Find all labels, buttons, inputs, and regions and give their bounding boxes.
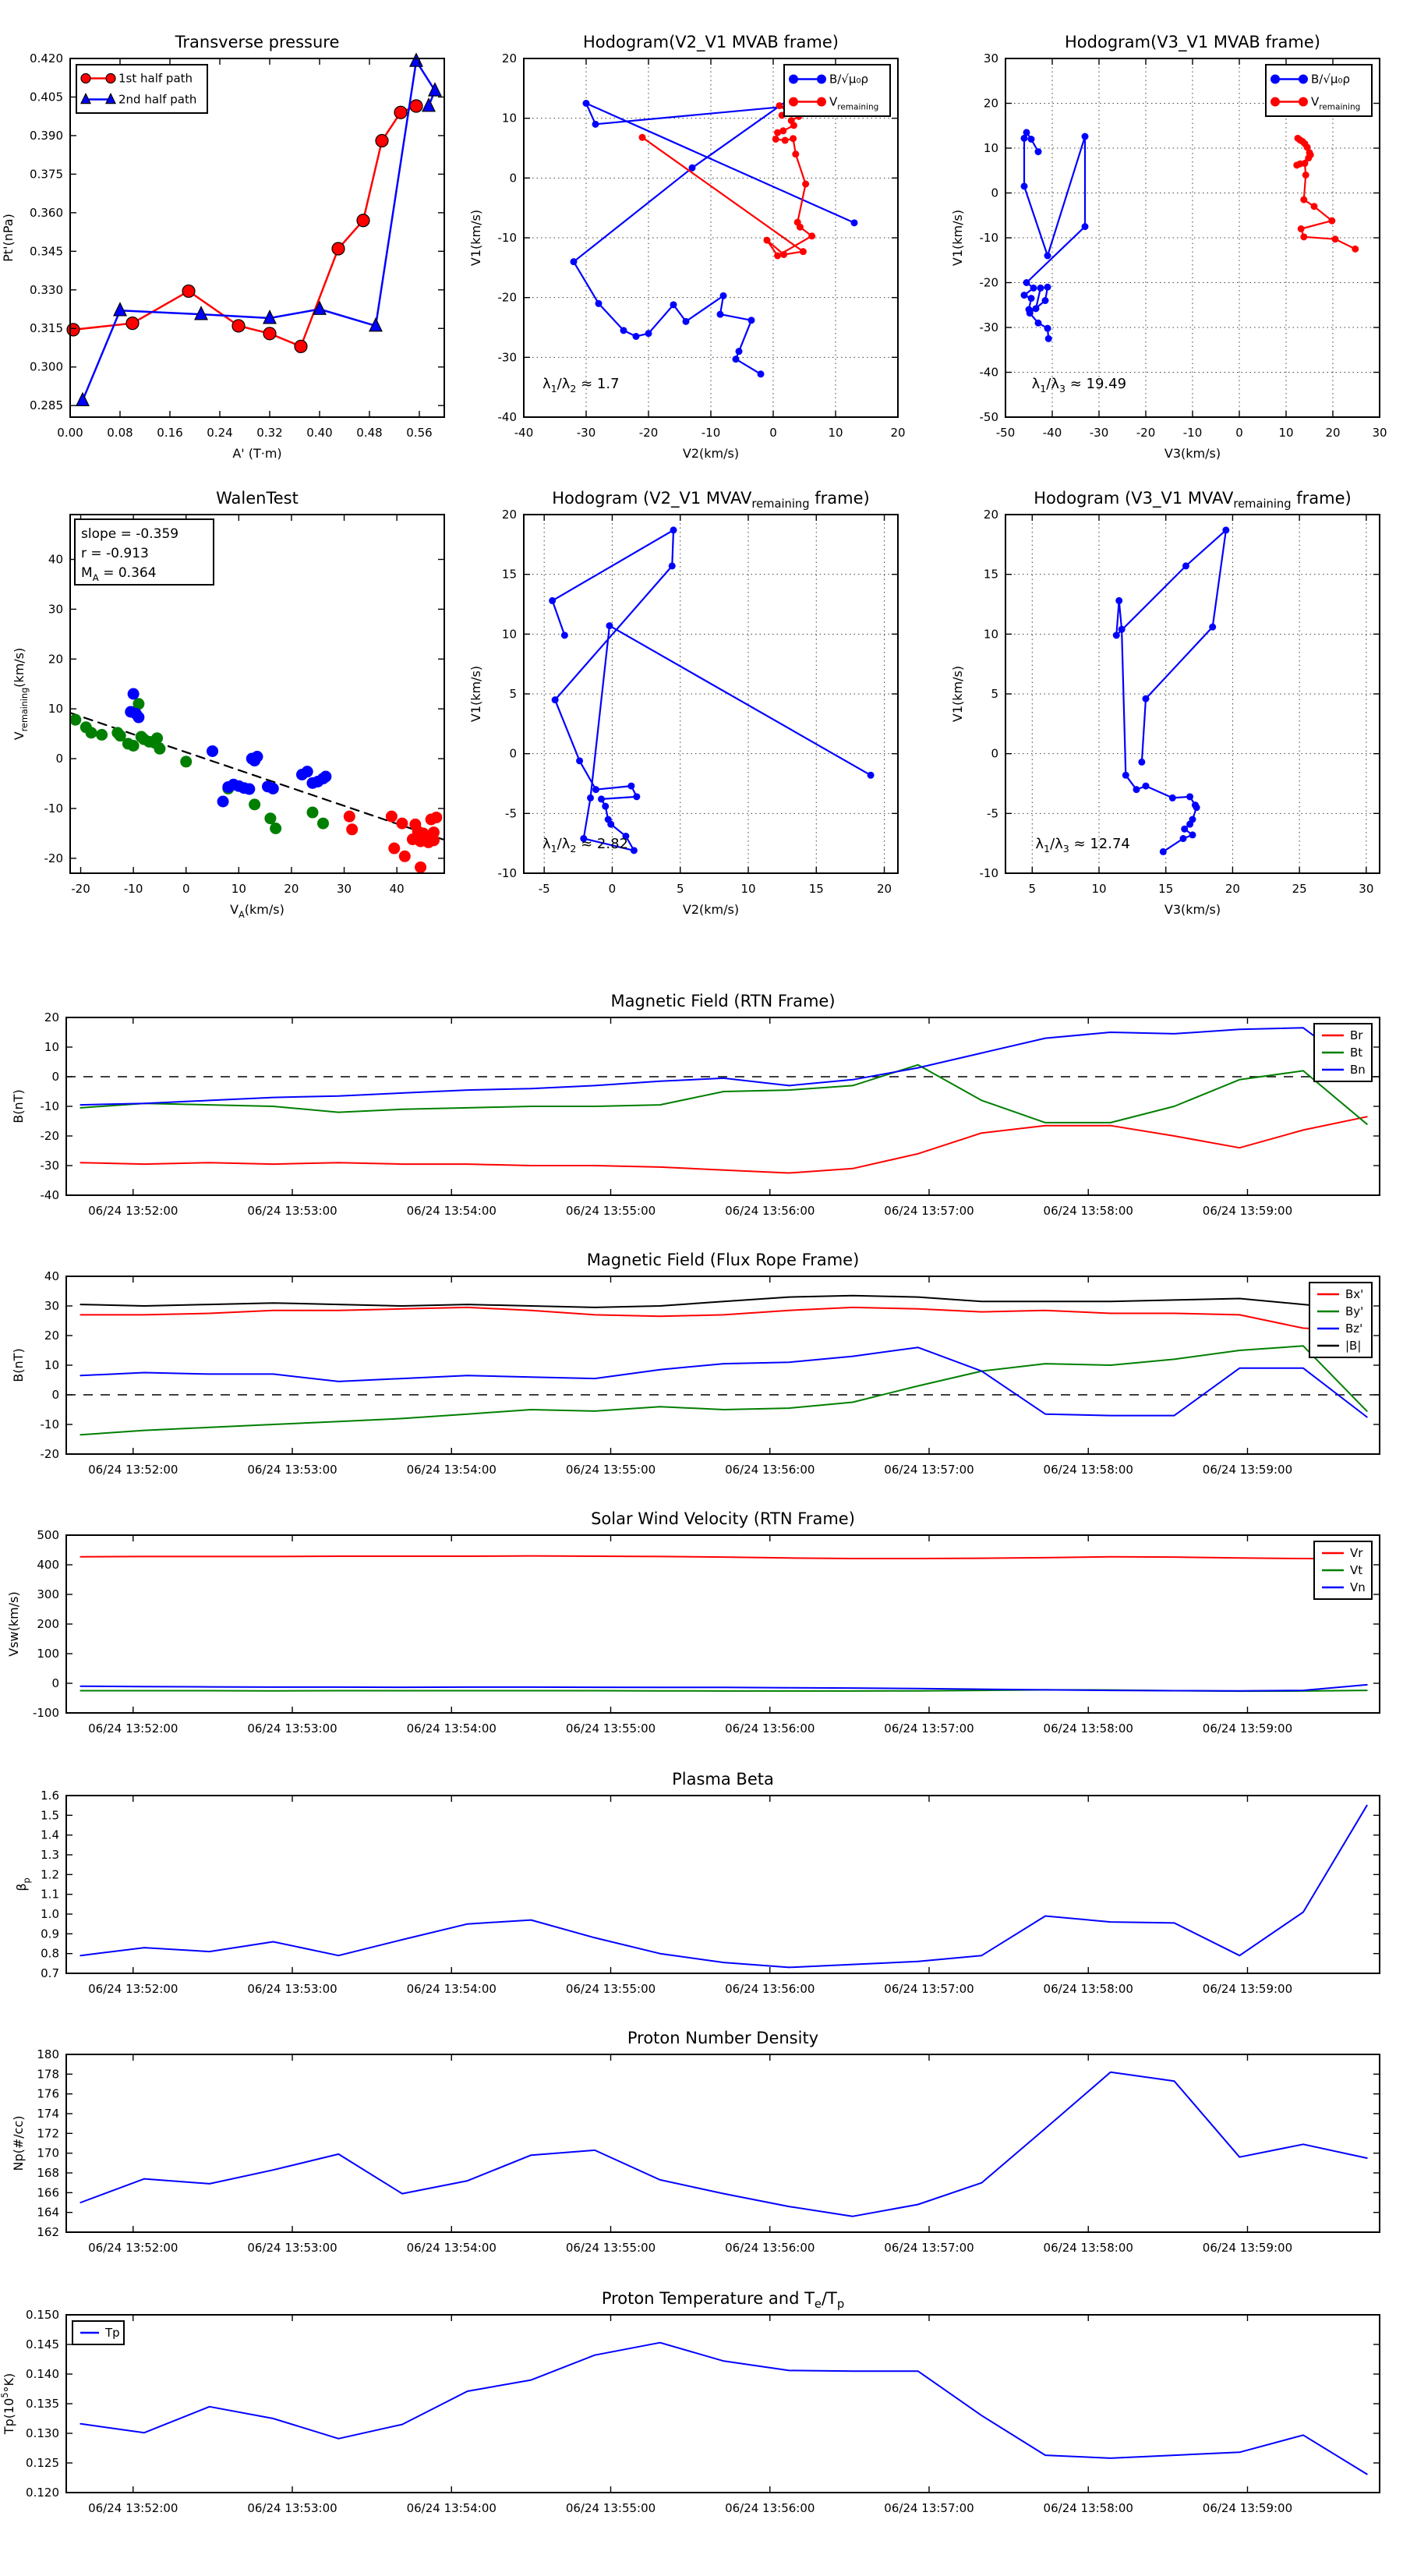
svg-text:10: 10 <box>231 882 246 896</box>
mag-fluxrope <box>11 1251 1380 1477</box>
svg-text:166: 166 <box>37 2185 59 2200</box>
transverse-pressure <box>1 33 444 461</box>
svg-text:0.24: 0.24 <box>207 426 233 440</box>
mag-fluxrope-legend-item-3: |B| <box>1345 1339 1362 1353</box>
svg-text:0.330: 0.330 <box>30 282 63 297</box>
svg-text:178: 178 <box>37 2067 59 2082</box>
vsw-rtn-series-Vn <box>80 1685 1366 1691</box>
svg-text:1.3: 1.3 <box>41 1848 59 1862</box>
svg-text:0.125: 0.125 <box>26 2456 59 2470</box>
svg-text:06/24 13:54:00: 06/24 13:54:00 <box>406 2241 497 2255</box>
svg-text:30: 30 <box>48 602 63 617</box>
transverse-pressure-legend-item-1: 2nd half path <box>118 92 197 107</box>
svg-text:06/24 13:56:00: 06/24 13:56:00 <box>725 1721 815 1736</box>
vsw-rtn-legend-item-1: Vt <box>1350 1563 1363 1577</box>
svg-text:-10: -10 <box>40 1099 59 1113</box>
svg-text:0.315: 0.315 <box>30 321 63 336</box>
mag-fluxrope-legend-item-1: By' <box>1345 1304 1364 1318</box>
svg-text:-20: -20 <box>979 275 998 290</box>
svg-text:-20: -20 <box>40 1129 59 1143</box>
hodogram-v3v1-mvab-annotation: $\lambda_1/\lambda_3 \approx 19.49$ <box>1031 376 1127 395</box>
svg-text:0: 0 <box>608 882 617 896</box>
plasma-beta-title: Plasma Beta <box>672 1770 774 1789</box>
svg-text:0.7: 0.7 <box>41 1966 59 1980</box>
svg-text:06/24 13:52:00: 06/24 13:52:00 <box>88 1982 178 1996</box>
svg-text:5: 5 <box>676 882 684 896</box>
svg-text:-40: -40 <box>979 365 998 380</box>
svg-text:MA = 0.364: $M_A = 0.364$ <box>81 565 157 583</box>
svg-text:-10: -10 <box>44 801 63 816</box>
svg-text:-50: -50 <box>979 410 998 424</box>
svg-text:0.8: 0.8 <box>41 1946 59 1961</box>
mag-rtn <box>11 992 1380 1218</box>
svg-text:1.5: 1.5 <box>41 1808 59 1823</box>
svg-text:0.32: 0.32 <box>256 426 283 440</box>
svg-text:06/24 13:52:00: 06/24 13:52:00 <box>88 1204 178 1218</box>
svg-text:06/24 13:55:00: 06/24 13:55:00 <box>565 1463 656 1477</box>
svg-text:06/24 13:59:00: 06/24 13:59:00 <box>1202 1982 1293 1996</box>
plasma-beta-ylabel: $\beta_p$ <box>14 1877 32 1891</box>
svg-text:20: 20 <box>983 96 998 111</box>
vsw-rtn-title: Solar Wind Velocity (RTN Frame) <box>591 1509 855 1528</box>
svg-text:0: 0 <box>991 746 998 761</box>
hodogram-v3v1-mvab-ylabel: V1(km/s) <box>950 209 965 267</box>
svg-text:0.375: 0.375 <box>30 167 63 182</box>
proton-density-ylabel: Np(#/cc) <box>11 2115 26 2171</box>
hodogram-v2v1-mvab-title: Hodogram(V2_V1 MVAB frame) <box>583 33 839 51</box>
svg-text:15: 15 <box>501 567 517 582</box>
hodogram-v3v1-mvav <box>950 489 1380 917</box>
proton-density <box>11 2029 1380 2255</box>
svg-text:06/24 13:56:00: 06/24 13:56:00 <box>725 1204 815 1218</box>
svg-text:06/24 13:53:00: 06/24 13:53:00 <box>247 2241 337 2255</box>
svg-text:176: 176 <box>37 2086 59 2101</box>
svg-text:0.405: 0.405 <box>30 90 63 104</box>
svg-text:-40: -40 <box>497 410 517 424</box>
svg-text:06/24 13:56:00: 06/24 13:56:00 <box>725 2501 815 2515</box>
svg-text:10: 10 <box>740 882 756 896</box>
svg-text:30: 30 <box>44 1299 59 1313</box>
svg-text:0: 0 <box>55 752 63 766</box>
svg-text:06/24 13:52:00: 06/24 13:52:00 <box>88 1463 178 1477</box>
mag-fluxrope-ylabel: B(nT) <box>11 1348 26 1382</box>
svg-text:30: 30 <box>1359 882 1374 896</box>
hodogram-v2v1-mvab-series-V-remaining <box>639 102 816 259</box>
svg-text:0.130: 0.130 <box>26 2426 59 2440</box>
svg-text:5: 5 <box>509 687 517 701</box>
svg-text:10: 10 <box>828 426 843 440</box>
svg-text:1.4: 1.4 <box>41 1828 59 1842</box>
svg-text:0: 0 <box>51 1388 59 1402</box>
svg-text:170: 170 <box>37 2146 59 2160</box>
svg-text:06/24 13:58:00: 06/24 13:58:00 <box>1043 1463 1133 1477</box>
svg-text:0.145: 0.145 <box>26 2337 59 2351</box>
svg-text:06/24 13:55:00: 06/24 13:55:00 <box>565 1982 656 1996</box>
svg-text:-30: -30 <box>1089 426 1109 440</box>
hodogram-v3v1-mvav-series-V-mvav-path <box>1113 526 1230 855</box>
transverse-pressure-xlabel: A' (T·m) <box>232 446 282 461</box>
walen-test-title: WalenTest <box>216 489 299 508</box>
svg-text:10: 10 <box>1091 882 1107 896</box>
vsw-rtn <box>6 1509 1380 1736</box>
svg-text:06/24 13:55:00: 06/24 13:55:00 <box>565 2241 656 2255</box>
walen-test <box>12 489 444 920</box>
mag-fluxrope-title: Magnetic Field (Flux Rope Frame) <box>586 1251 860 1269</box>
proton-temperature-series-Tp <box>80 2343 1366 2475</box>
svg-text:40: 40 <box>48 552 63 567</box>
svg-text:06/24 13:54:00: 06/24 13:54:00 <box>406 1204 497 1218</box>
svg-text:5: 5 <box>991 687 998 701</box>
hodogram-v2v1-mvav-annotation: $\lambda_1/\lambda_2 \approx 2.82$ <box>542 835 629 855</box>
svg-text:06/24 13:55:00: 06/24 13:55:00 <box>565 2501 656 2515</box>
mag-fluxrope-legend-item-2: Bz' <box>1345 1322 1363 1336</box>
hodogram-v3v1-mvab <box>950 33 1387 461</box>
mag-rtn-legend-item-2: Bn <box>1350 1063 1366 1077</box>
svg-text:06/24 13:53:00: 06/24 13:53:00 <box>247 1982 337 1996</box>
svg-text:-20: -20 <box>40 1447 59 1461</box>
svg-text:06/24 13:57:00: 06/24 13:57:00 <box>884 2241 974 2255</box>
svg-text:0.40: 0.40 <box>306 426 333 440</box>
svg-text:0.16: 0.16 <box>157 426 183 440</box>
svg-text:-5: -5 <box>505 806 517 821</box>
svg-text:0: 0 <box>51 1070 59 1084</box>
svg-text:30: 30 <box>337 882 352 896</box>
svg-text:0.140: 0.140 <box>26 2367 59 2381</box>
svg-text:40: 40 <box>44 1269 59 1283</box>
walen-test-xlabel: $V_A(km/s)$ <box>230 902 284 920</box>
svg-text:-20: -20 <box>44 851 63 865</box>
svg-text:164: 164 <box>37 2205 59 2220</box>
svg-text:174: 174 <box>37 2107 59 2121</box>
vsw-rtn-legend-item-2: Vn <box>1350 1580 1366 1594</box>
svg-text:-40: -40 <box>1042 426 1062 440</box>
mag-rtn-series-Bt <box>80 1065 1366 1124</box>
svg-text:06/24 13:53:00: 06/24 13:53:00 <box>247 2501 337 2515</box>
svg-text:0.420: 0.420 <box>30 51 63 65</box>
svg-text:06/24 13:58:00: 06/24 13:58:00 <box>1043 1721 1133 1736</box>
svg-text:20: 20 <box>1325 426 1341 440</box>
hodogram-v2v1-mvab-annotation: $\lambda_1/\lambda_2 \approx 1.7$ <box>542 376 620 395</box>
svg-text:172: 172 <box>37 2126 59 2141</box>
hodogram-v3v1-mvav-xlabel: V3(km/s) <box>1164 902 1221 917</box>
svg-text:0.56: 0.56 <box>406 426 433 440</box>
svg-text:0.360: 0.360 <box>30 205 63 220</box>
svg-text:0.135: 0.135 <box>26 2397 59 2411</box>
svg-text:06/24 13:53:00: 06/24 13:53:00 <box>247 1204 337 1218</box>
svg-text:-100: -100 <box>32 1706 59 1720</box>
svg-text:200: 200 <box>37 1617 59 1631</box>
svg-text:5: 5 <box>1028 882 1037 896</box>
svg-text:1.6: 1.6 <box>41 1789 59 1803</box>
svg-text:-10: -10 <box>123 882 143 896</box>
svg-text:0.9: 0.9 <box>41 1927 59 1941</box>
svg-text:0: 0 <box>182 882 190 896</box>
svg-text:06/24 13:56:00: 06/24 13:56:00 <box>725 2241 815 2255</box>
svg-text:20: 20 <box>501 51 517 65</box>
svg-text:06/24 13:57:00: 06/24 13:57:00 <box>884 1982 974 1996</box>
vsw-rtn-legend-item-0: Vr <box>1350 1546 1363 1560</box>
svg-text:162: 162 <box>37 2225 59 2239</box>
svg-text:-10: -10 <box>40 1417 59 1431</box>
svg-text:-30: -30 <box>40 1159 59 1173</box>
svg-text:10: 10 <box>44 1040 59 1054</box>
mag-fluxrope-series-Bx-prime <box>80 1307 1366 1331</box>
svg-text:06/24 13:54:00: 06/24 13:54:00 <box>406 2501 497 2515</box>
svg-text:-20: -20 <box>497 290 517 305</box>
svg-text:0: 0 <box>991 186 998 200</box>
svg-text:10: 10 <box>983 141 998 155</box>
svg-text:0.390: 0.390 <box>30 128 63 143</box>
svg-text:30: 30 <box>983 51 998 65</box>
svg-text:06/24 13:56:00: 06/24 13:56:00 <box>725 1463 815 1477</box>
svg-text:10: 10 <box>501 111 517 126</box>
hodogram-v3v1-mvav-annotation: $\lambda_1/\lambda_3 \approx 12.74$ <box>1035 835 1130 855</box>
hodogram-v3v1-mvab-series-B-over-sqrt-mu0rho <box>1021 129 1089 342</box>
svg-text:0: 0 <box>51 1676 59 1690</box>
svg-text:-30: -30 <box>497 350 517 365</box>
hodogram-v3v1-mvab-title: Hodogram(V3_V1 MVAB frame) <box>1065 33 1320 51</box>
svg-text:0: 0 <box>509 746 517 761</box>
svg-text:10: 10 <box>1278 426 1294 440</box>
svg-text:06/24 13:57:00: 06/24 13:57:00 <box>884 1721 974 1736</box>
hodogram-v2v1-mvav <box>468 489 898 917</box>
svg-text:06/24 13:59:00: 06/24 13:59:00 <box>1202 1721 1293 1736</box>
svg-text:300: 300 <box>37 1587 59 1601</box>
svg-text:06/24 13:52:00: 06/24 13:52:00 <box>88 2501 178 2515</box>
svg-text:10: 10 <box>501 627 517 642</box>
svg-text:-20: -20 <box>71 882 90 896</box>
proton-temperature <box>0 2289 1380 2515</box>
svg-text:10: 10 <box>48 702 63 717</box>
mag-fluxrope-legend-item-0: Bx' <box>1345 1287 1364 1301</box>
svg-text:-50: -50 <box>995 426 1016 440</box>
svg-text:0.48: 0.48 <box>356 426 383 440</box>
mag-fluxrope-series-Bz-prime <box>80 1347 1366 1417</box>
mag-fluxrope-series-B-magnitude <box>80 1296 1366 1311</box>
hodogram-v2v1-mvav-xlabel: V2(km/s) <box>682 902 740 917</box>
svg-text:0.120: 0.120 <box>26 2486 59 2500</box>
svg-text:180: 180 <box>37 2047 59 2061</box>
svg-text:10: 10 <box>44 1358 59 1372</box>
svg-text:500: 500 <box>37 1528 59 1542</box>
mag-rtn-series-Br <box>80 1116 1366 1173</box>
vsw-rtn-series-Vr <box>80 1556 1366 1559</box>
hodogram-v3v1-mvav-title: Hodogram (V3_V1 $MVAV_{remaining}$ frame) <box>1034 489 1352 511</box>
hodogram-v3v1-mvab-legend-item-0: B/√μ₀ρ <box>1311 72 1350 87</box>
hodogram-v2v1-mvab-legend-item-1: $V_{remaining}$ <box>829 94 879 112</box>
svg-text:-10: -10 <box>979 231 998 245</box>
svg-text:15: 15 <box>1158 882 1174 896</box>
svg-text:-40: -40 <box>40 1188 59 1202</box>
svg-text:20: 20 <box>48 652 63 667</box>
svg-text:06/24 13:54:00: 06/24 13:54:00 <box>406 1463 497 1477</box>
svg-text:0: 0 <box>769 426 777 440</box>
svg-text:20: 20 <box>44 1010 59 1024</box>
svg-text:168: 168 <box>37 2166 59 2180</box>
svg-text:20: 20 <box>876 882 892 896</box>
transverse-pressure-title: Transverse pressure <box>175 33 340 51</box>
hodogram-v2v1-mvav-ylabel: V1(km/s) <box>468 665 483 723</box>
hodogram-v2v1-mvav-title: Hodogram (V2_V1 $MVAV_{remaining}$ frame) <box>552 489 870 511</box>
svg-text:06/24 13:52:00: 06/24 13:52:00 <box>88 2241 178 2255</box>
proton-density-title: Proton Number Density <box>627 2029 819 2047</box>
svg-text:06/24 13:58:00: 06/24 13:58:00 <box>1043 1204 1133 1218</box>
mag-rtn-series-Bn <box>80 1028 1366 1105</box>
svg-text:0.285: 0.285 <box>30 398 63 413</box>
svg-text:-20: -20 <box>638 426 659 440</box>
svg-text:-10: -10 <box>497 231 517 245</box>
svg-text:06/24 13:57:00: 06/24 13:57:00 <box>884 1204 974 1218</box>
svg-text:-40: -40 <box>514 426 534 440</box>
svg-text:20: 20 <box>501 508 517 522</box>
svg-text:0.150: 0.150 <box>26 2308 59 2322</box>
hodogram-v2v1-mvab-ylabel: V1(km/s) <box>468 209 483 267</box>
hodogram-v3v1-mvab-xlabel: V3(km/s) <box>1164 446 1221 461</box>
svg-text:0: 0 <box>1235 426 1243 440</box>
transverse-pressure-ylabel: Pt'(nPa) <box>1 214 16 262</box>
svg-text:-10: -10 <box>1182 426 1203 440</box>
walen-test-series-group-green <box>69 698 329 834</box>
proton-temperature-title: Proton Temperature and $T_e/T_p$ <box>601 2289 845 2311</box>
svg-text:-5: -5 <box>987 806 998 821</box>
svg-text:30: 30 <box>1372 426 1387 440</box>
hodogram-v2v1-mvab <box>468 33 906 461</box>
svg-text:1.1: 1.1 <box>41 1887 59 1902</box>
svg-text:0: 0 <box>509 171 517 186</box>
svg-text:0.08: 0.08 <box>107 426 133 440</box>
svg-text:06/24 13:52:00: 06/24 13:52:00 <box>88 1721 178 1736</box>
hodogram-v2v1-mvab-legend-item-0: B/√μ₀ρ <box>829 72 868 87</box>
svg-text:06/24 13:59:00: 06/24 13:59:00 <box>1202 2501 1293 2515</box>
svg-text:20: 20 <box>44 1329 59 1343</box>
mag-rtn-legend-item-1: Bt <box>1350 1046 1363 1060</box>
mag-rtn-ylabel: B(nT) <box>11 1089 26 1123</box>
walen-test-ylabel: $V_{remaining}(km/s)$ <box>12 647 30 741</box>
svg-text:0.00: 0.00 <box>57 426 83 440</box>
svg-text:06/24 13:55:00: 06/24 13:55:00 <box>565 1721 656 1736</box>
svg-text:06/24 13:55:00: 06/24 13:55:00 <box>565 1204 656 1218</box>
hodogram-v2v1-mvav-series-V-mvav-path <box>549 526 874 854</box>
svg-text:-30: -30 <box>576 426 596 440</box>
proton-temperature-legend-item-0: Tp <box>105 2326 120 2340</box>
svg-text:-20: -20 <box>1136 426 1156 440</box>
svg-text:06/24 13:59:00: 06/24 13:59:00 <box>1202 2241 1293 2255</box>
svg-text:slope = -0.359: slope = -0.359 <box>81 526 179 542</box>
svg-text:1.2: 1.2 <box>41 1867 59 1882</box>
svg-text:15: 15 <box>983 567 998 582</box>
svg-text:20: 20 <box>983 508 998 522</box>
svg-text:06/24 13:59:00: 06/24 13:59:00 <box>1202 1204 1293 1218</box>
hodogram-v3v1-mvab-series-V-remaining <box>1293 135 1359 253</box>
svg-text:25: 25 <box>1292 882 1307 896</box>
svg-text:06/24 13:53:00: 06/24 13:53:00 <box>247 1721 337 1736</box>
svg-text:06/24 13:58:00: 06/24 13:58:00 <box>1043 1982 1133 1996</box>
proton-density-series-Np <box>80 2072 1366 2217</box>
proton-temperature-ylabel: $Tp(10^5^\circ K)$ <box>0 2373 16 2435</box>
svg-text:-10: -10 <box>979 866 998 880</box>
vsw-rtn-ylabel: Vsw(km/s) <box>6 1591 21 1657</box>
svg-text:06/24 13:57:00: 06/24 13:57:00 <box>884 1463 974 1477</box>
svg-text:20: 20 <box>284 882 299 896</box>
svg-text:0.300: 0.300 <box>30 359 63 374</box>
mag-fluxrope-series-By-prime <box>80 1346 1366 1435</box>
svg-text:r = -0.913: r = -0.913 <box>81 546 149 561</box>
mag-rtn-title: Magnetic Field (RTN Frame) <box>610 992 836 1010</box>
svg-text:-5: -5 <box>538 882 550 896</box>
svg-text:40: 40 <box>389 882 405 896</box>
svg-text:0.345: 0.345 <box>30 244 63 259</box>
svg-text:400: 400 <box>37 1558 59 1572</box>
svg-text:06/24 13:58:00: 06/24 13:58:00 <box>1043 2501 1133 2515</box>
svg-text:20: 20 <box>890 426 906 440</box>
svg-text:10: 10 <box>983 627 998 642</box>
svg-text:20: 20 <box>1225 882 1240 896</box>
svg-text:06/24 13:54:00: 06/24 13:54:00 <box>406 1982 497 1996</box>
svg-text:06/24 13:54:00: 06/24 13:54:00 <box>406 1721 497 1736</box>
svg-text:100: 100 <box>37 1647 59 1661</box>
svg-text:06/24 13:56:00: 06/24 13:56:00 <box>725 1982 815 1996</box>
svg-text:06/24 13:59:00: 06/24 13:59:00 <box>1202 1463 1293 1477</box>
svg-text:06/24 13:58:00: 06/24 13:58:00 <box>1043 2241 1133 2255</box>
plasma-beta <box>14 1770 1380 1996</box>
transverse-pressure-legend-item-0: 1st half path <box>118 71 193 86</box>
svg-text:15: 15 <box>808 882 824 896</box>
hodogram-v3v1-mvab-legend-item-1: $V_{remaining}$ <box>1311 94 1361 112</box>
svg-text:1.0: 1.0 <box>41 1907 59 1921</box>
hodogram-v3v1-mvav-ylabel: V1(km/s) <box>950 665 965 723</box>
svg-text:-10: -10 <box>701 426 721 440</box>
svg-text:06/24 13:57:00: 06/24 13:57:00 <box>884 2501 974 2515</box>
walen-test-series-group-red <box>344 811 443 873</box>
svg-text:-10: -10 <box>497 866 517 880</box>
mag-rtn-legend-item-0: Br <box>1350 1028 1363 1042</box>
plasma-beta-series-beta-p <box>80 1806 1366 1968</box>
hodogram-v2v1-mvab-xlabel: V2(km/s) <box>682 446 740 461</box>
svg-text:-30: -30 <box>979 320 998 334</box>
svg-text:06/24 13:53:00: 06/24 13:53:00 <box>247 1463 337 1477</box>
